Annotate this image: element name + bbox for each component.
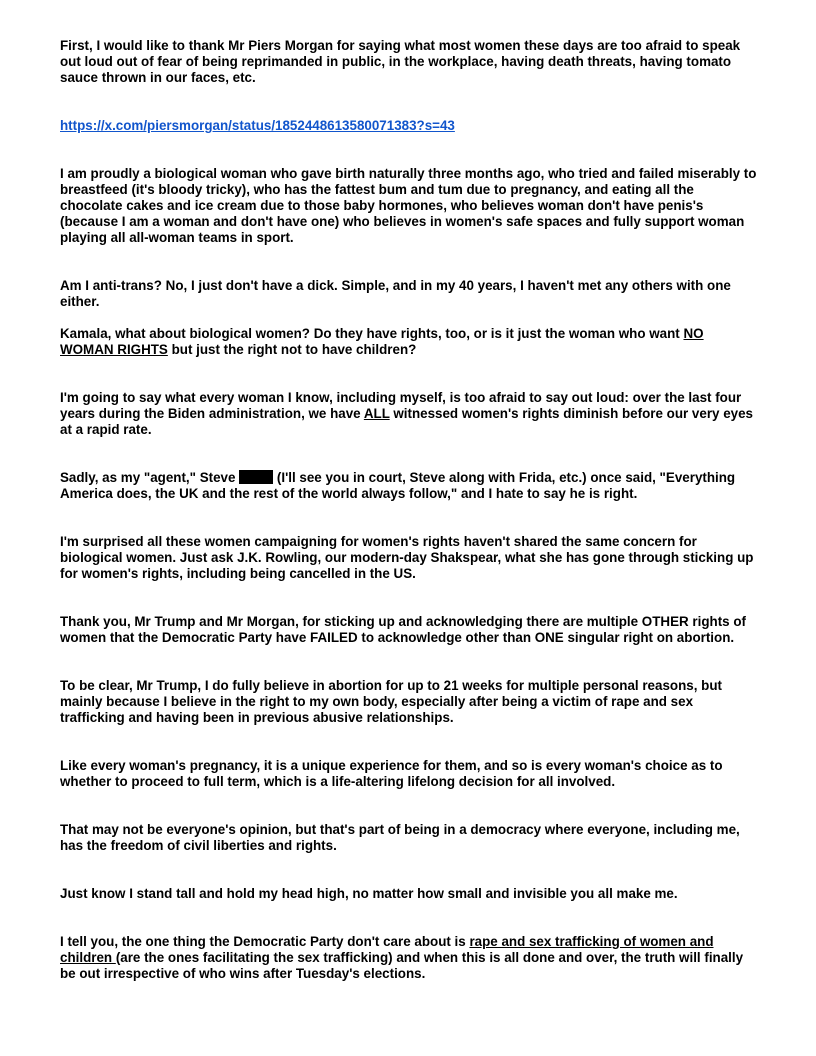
- underlined-text: NO WOMAN RIGHTS: [60, 326, 704, 357]
- paragraph-abortion-position: To be clear, Mr Trump, I do fully believe in abortion for up to 21 weeks for multiple personal reasons, but mainly because I believe in the right to my own body, especially after being a victim of rape and sex trafficking and having been in previous abusive relationships.: [60, 678, 722, 725]
- text-segment: Sadly, as my "agent," Steve: [60, 470, 240, 485]
- paragraph-thanks-piers-morgan: First, I would like to thank Mr Piers Morgan for saying what most women these days are too afraid to speak out loud out of fear of being reprimanded in public, in the workplace, having death threats, having tomato sauce thrown in our faces, etc.: [60, 38, 741, 85]
- underlined-text: rape and sex trafficking of women and children: [60, 934, 714, 965]
- paragraph-pregnancy-choice: Like every woman's pregnancy, it is a unique experience for them, and so is every woman's choice as to whether to proceed to full term, which is a life-altering lifelong decision for all involved.: [60, 758, 723, 789]
- text-segment: (are the ones facilitating the sex trafficking) and when this is all done and over, the truth will finally be out irrespective of who wins after Tuesday's elections.: [60, 950, 744, 981]
- paragraph-biological-woman: I am proudly a biological woman who gave birth naturally three months ago, who tried and failed miserably to breastfeed (it's bloody tricky), who has the fattest bum and tum due to pregnancy, and eating all the chocolate cakes and ice cream due to those baby hormones, who believes woman don't have penis's (because I am a woman and don't have one) who believes in women's safe spaces and fully support woman playing all all-woman teams in sport.: [60, 166, 757, 245]
- text-segment: but just the right not to have children?: [167, 342, 417, 357]
- paragraph-anti-trans: Am I anti-trans? No, I just don't have a dick. Simple, and in my 40 years, I haven't met any others with one either.: [60, 278, 731, 309]
- underlined-text: ALL: [363, 406, 390, 421]
- text-segment: I'm going to say what every woman I know, including myself, is too afraid to say out loud: over the last four years during the Biden administration, we have: [60, 390, 742, 421]
- text-segment: witnessed women's rights diminish before our very eyes at a rapid rate.: [60, 406, 753, 437]
- redaction-bar: [239, 470, 273, 484]
- paragraph-biden-administration: [60, 390, 760, 438]
- paragraph-trafficking: [60, 934, 760, 982]
- paragraph-rowling: I'm surprised all these women campaigning for women's rights haven't shared the same concern for biological women. Just ask J.K. Rowling, our modern-day Shakspear, what she has gone through sticking up for women's rights, including being cancelled in the US.: [60, 534, 754, 581]
- text-segment: Kamala, what about biological women? Do they have rights, too, or is it just the woman who want: [60, 326, 684, 341]
- text-segment: (I'll see you in court, Steve along with Frida, etc.) once said, "Everything America does, the UK and the rest of the world always follow," and I hate to say he is right.: [60, 470, 736, 501]
- document-body: [60, 38, 760, 982]
- paragraph-agent-steve: [60, 470, 760, 502]
- paragraph-democracy: That may not be everyone's opinion, but that's part of being in a democracy where everyone, including me, has the freedom of civil liberties and rights.: [60, 822, 740, 853]
- paragraph-thank-trump-morgan: Thank you, Mr Trump and Mr Morgan, for sticking up and acknowledging there are multiple OTHER rights of women that the Democratic Party have FAILED to acknowledge other than ONE singular right on abortion.: [60, 614, 746, 645]
- paragraph-kamala: [60, 326, 760, 358]
- tweet-link[interactable]: https://x.com/piersmorgan/status/1852448613580071383?s=43: [60, 118, 455, 133]
- paragraph-stand-tall: Just know I stand tall and hold my head high, no matter how small and invisible you all make me.: [60, 886, 678, 901]
- tweet-link-paragraph: [60, 118, 760, 134]
- text-segment: I tell you, the one thing the Democratic Party don't care about is: [60, 934, 470, 949]
